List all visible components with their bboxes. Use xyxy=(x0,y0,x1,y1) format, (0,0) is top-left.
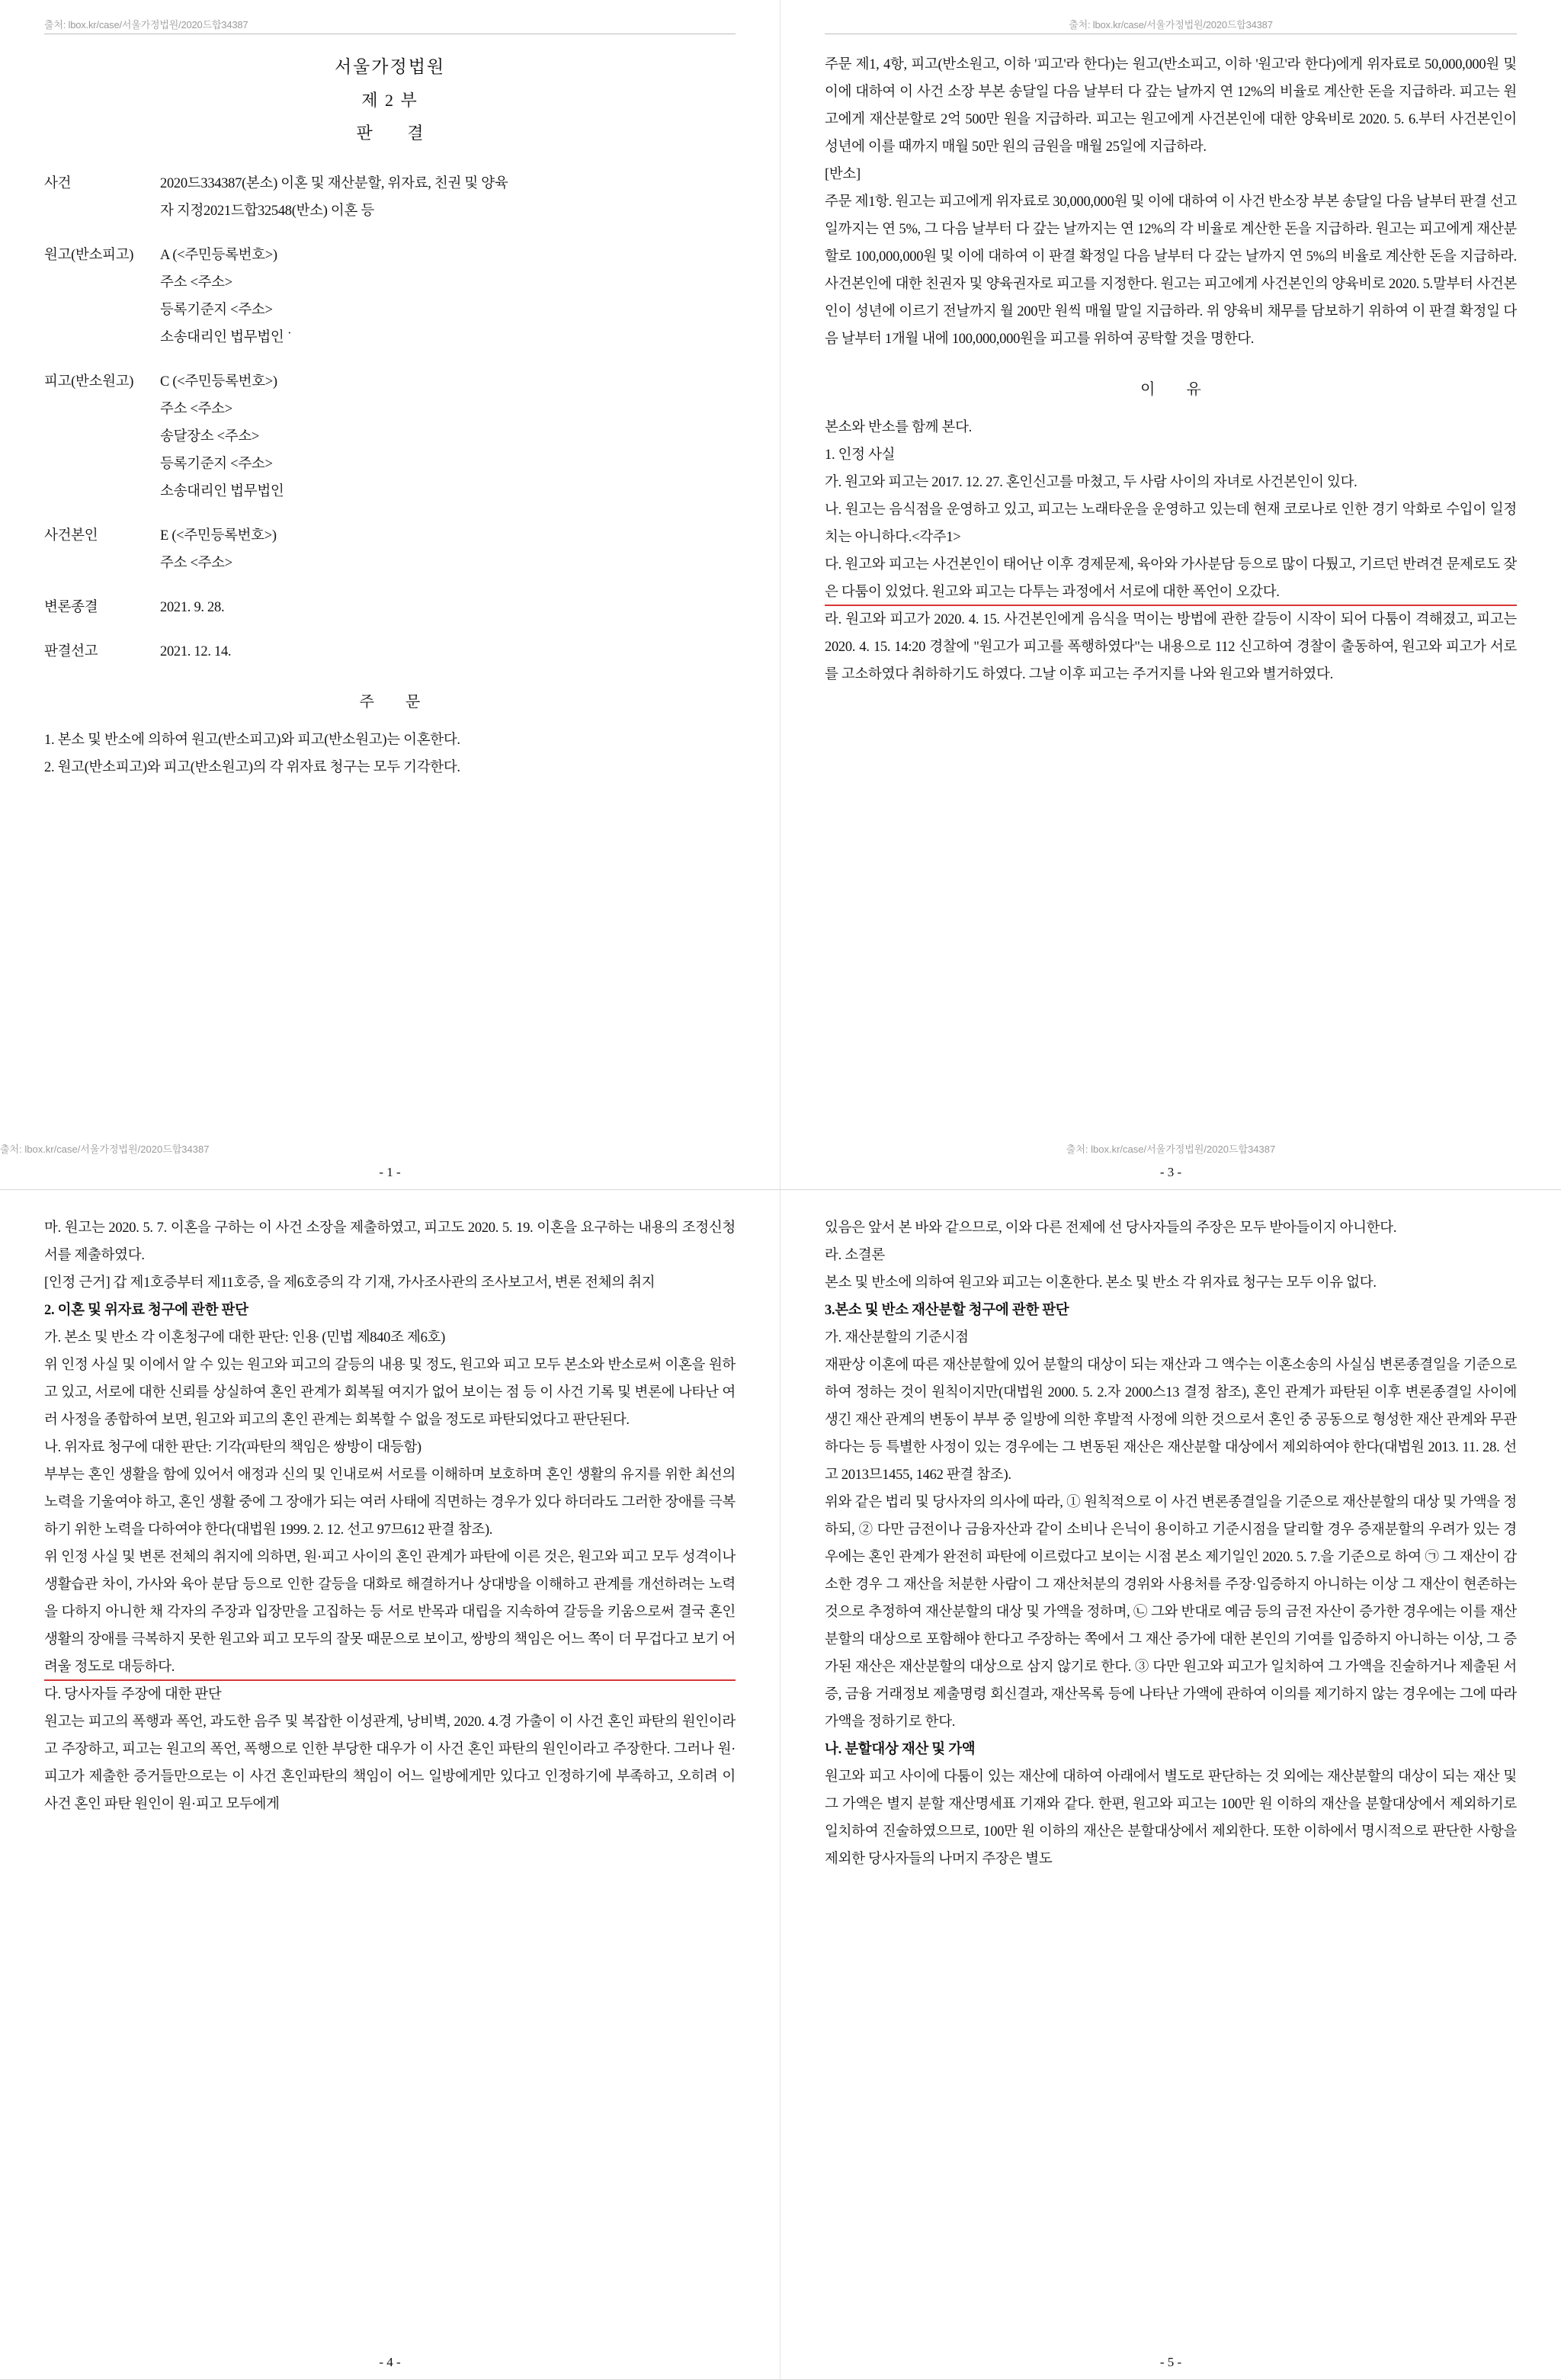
field-line: 등록기준지 <주소> xyxy=(160,303,273,318)
page-5 xyxy=(780,1190,1561,2379)
page-number: - 5 - xyxy=(1159,2355,1182,2369)
field-value xyxy=(160,170,736,225)
field-label: 판결선고 xyxy=(44,644,98,659)
field-line: 2020드334387(본소) 이혼 및 재산분할, 위자료, 친권 및 양육 xyxy=(160,176,508,191)
field-label: 변론종결 xyxy=(44,600,98,615)
source-watermark: 출처: lbox.kr/case/서울가정법원/2020드합34387 xyxy=(1069,19,1273,30)
field-defendant xyxy=(44,368,736,505)
order-item: 2. 원고(반소피고)와 피고(반소원고)의 각 위자료 청구는 모두 기각한다. xyxy=(44,760,460,775)
subsection-heading: 다. 당사자들 주장에 대한 판단 xyxy=(44,1687,222,1702)
spacer xyxy=(44,621,736,638)
field-label: 사건 xyxy=(44,176,72,191)
field-value xyxy=(160,368,736,505)
field-line: C (<주민등록번호>) xyxy=(160,374,277,390)
field-line: 소송대리인 법무법인 ˙ xyxy=(160,330,292,345)
subsection-heading: 나. 위자료 청구에 대한 판단: 기각(파탄의 책임은 쌍방이 대등함) xyxy=(44,1440,422,1455)
field-line: E (<주민등록번호>) xyxy=(160,528,277,544)
source-watermark-footer: 출처: lbox.kr/case/서울가정법원/2020드합34387 xyxy=(0,1143,210,1155)
fact-item: 라. 원고와 피고가 2020. 4. 15. 사건본인에게 음식을 먹이는 방법에 관한 갈등이 시작이 되어 다툼이 격해졌고, 피고는 2020. 4. 15. 14:20 경찰에 "원고가 피고를 폭행하였다"는 내용으로 112 신고하여 경찰이 출동하여, 원고와 피고가 서로를 고소하였다 취하하기도 하였다. 그날 이후 피고는 주거지를 나와 원고와 별거하였다. xyxy=(825,612,1517,682)
fact-item: 나. 원고는 음식점을 운영하고 있고, 피고는 노래타운을 운영하고 있는데 현재 코로나로 인한 경기 악화로 수입이 일정치는 아니하다.<각주1> xyxy=(825,502,1517,545)
field-value: 2021. 9. 28. xyxy=(160,600,225,615)
field-judgment-date xyxy=(44,638,736,666)
fact-item: 가. 원고와 피고는 2017. 12. 27. 혼인신고를 마쳤고, 두 사람 사이의 자녀로 사건본인이 있다. xyxy=(825,475,1357,490)
section-heading: 3.본소 및 반소 재산분할 청구에 관한 판단 xyxy=(825,1303,1069,1318)
field-line: 송달장소 <주소> xyxy=(160,429,260,444)
field-label: 피고(반소원고) xyxy=(44,374,134,390)
order-item: 1. 본소 및 반소에 의하여 원고(반소피고)와 피고(반소원고)는 이혼한다. xyxy=(44,733,460,748)
field-line: 주소 <주소> xyxy=(160,402,232,417)
counterclaim-paragraph: 주문 제1항. 원고는 피고에게 위자료로 30,000,000원 및 이에 대하여 이 사건 반소장 부본 송달일 다음 날부터 판결 선고일까지는 연 5%, 그 다음 날부터 다 갚는 날까지는 연 12%의 각 비율로 계산한 돈을 지급하라. 원고는 피고에게 재산분할로 100,000,000원 및 이에 대하여 이 판결 확정일 다음 날부터 다 갚는 날까지 연 5%의 비율로 계산한 돈을 지급하라. 사건본인에 대한 친권자 및 양육권자로 피고를 지정한다. 원고는 피고에게 사건본인의 양육비로 2020. 5.말부터 사건본인이 성년에 이르기 전날까지 월 200만 원씩 매월 말일 지급하라. 위 양육비 채무를 담보하기 위하여 이 판결 확정일 다음 날부터 1개월 내에 100,000,000원을 피고를 위하여 공탁할 것을 명한다. xyxy=(825,194,1517,347)
field-label: 원고(반소피고) xyxy=(44,248,134,263)
subsection-heading: 가. 본소 및 반소 각 이혼청구에 대한 판단: 인용 (민법 제840조 제6호) xyxy=(44,1330,445,1346)
field-plaintiff xyxy=(44,242,736,351)
field-value xyxy=(160,522,736,577)
field-closing-argument-date xyxy=(44,594,736,621)
subsection-heading: 나. 분할대상 재산 및 가액 xyxy=(825,1742,976,1757)
paragraph: 부부는 혼인 생활을 함에 있어서 애정과 신의 및 인내로써 서로를 이해하며 보호하며 혼인 생활의 유지를 위한 최선의 노력을 기울여야 하고, 혼인 생활 중에 그 장애가 되는 여러 사태에 직면하는 경우가 있다 하더라도 그러한 장애를 극복하기 위한 노력을 다하여야 한다(대법원 1999. 2. 12. 선고 97므612 판결 참조). xyxy=(44,1467,736,1538)
page-number: - 4 - xyxy=(379,2355,401,2369)
paragraph: 마. 원고는 2020. 5. 7. 이혼을 구하는 이 사건 소장을 제출하였고, 피고도 2020. 5. 19. 이혼을 요구하는 내용의 조정신청서를 제출하였다. xyxy=(44,1220,736,1263)
reason-lead: 본소와 반소를 함께 본다. xyxy=(825,420,973,435)
source-watermark: 출처: lbox.kr/case/서울가정법원/2020드합34387 xyxy=(44,19,248,30)
paragraph: 원고는 피고의 폭행과 폭언, 과도한 음주 및 복잡한 이성관계, 낭비벽, 2020. 4.경 가출이 이 사건 혼인 파탄의 원인이라고 주장하고, 피고는 원고의 폭언, 폭행으로 인한 부당한 대우가 이 사건 혼인 파탄의 원인이라고 주장한다. 그러나 원·피고가 제출한 증거들만으로는 이 사건 혼인파탄의 책임이 어느 일방에게만 있다고 인정하기에 부족하고, 오히려 이 사건 혼인 파탄 원인이 원·피고 모두에게 xyxy=(44,1714,736,1812)
paragraph: 있음은 앞서 본 바와 같으므로, 이와 다른 전제에 선 당사자들의 주장은 모두 받아들이지 아니한다. xyxy=(825,1220,1397,1236)
spacer xyxy=(44,577,736,594)
paragraph-highlighted: 위 인정 사실 및 변론 전체의 취지에 의하면, 원·피고 사이의 혼인 관계가 파탄에 이른 것은, 원고와 피고 모두 성격이나 생활습관 차이, 가사와 육아 분담 등으로 인한 갈등을 대화로 해결하거나 상대방을 이해하고 관계를 개선하려는 노력을 다하지 아니한 채 각자의 주장과 입장만을 고집하는 등 서로 반목과 대립을 지속하여 갈등을 키움으로써 결국 혼인 생활의 장애를 극복하지 못한 원고와 피고 모두의 잘못 때문으로 보이고, 쌍방의 책임은 어느 쪽이 더 무겁다고 보기 어려울 정도로 대등하다. xyxy=(44,1544,736,1681)
page-4 xyxy=(0,1190,780,2379)
source-watermark-footer: 출처: lbox.kr/case/서울가정법원/2020드합34387 xyxy=(1066,1143,1276,1155)
page-number: - 1 - xyxy=(379,1165,401,1179)
paragraph: 원고와 피고 사이에 다툼이 있는 재산에 대하여 아래에서 별도로 판단하는 것 외에는 재산분할의 대상이 되는 재산 및 그 가액은 별지 분할 재산명세표 기재와 같다. 한편, 원고와 피고는 100만 원 이하의 재산을 분할대상에서 제외하기로 일치하여 진술하였으므로, 100만 원 이하의 재산은 분할대상에서 제외한다. 또한 이하에서 명시적으로 판단한 사항을 제외한 당사자들의 나머지 주장은 별도 xyxy=(825,1769,1517,1867)
field-case xyxy=(44,170,736,225)
field-line: A (<주민등록번호>) xyxy=(160,248,277,263)
field-line: 자 지정2021드합32548(반소) 이혼 등 xyxy=(160,204,374,219)
field-line: 주소 <주소> xyxy=(160,556,232,571)
counterclaim-heading: [반소] xyxy=(825,167,861,182)
field-value xyxy=(160,242,736,351)
paragraph: 위와 같은 법리 및 당사자의 의사에 따라, ① 원칙적으로 이 사건 변론종결일을 기준으로 재산분할의 대상 및 가액을 정하되, ② 다만 금전이나 금융자산과 같이 소비나 은닉이 용이하고 기준시점을 달리할 경우 증재분할의 우려가 있는 경우에는 혼인 관계가 완전히 파탄에 이르렀다고 보이는 시점 본소 제기일인 2020. 5. 7.을 기준으로 하여 ㉠ 그 재산이 감소한 경우 그 재산을 처분한 사람이 그 재산처분의 경위와 사용처를 주장·입증하지 아니하는 이상 그 재산이 현존하는 것으로 추정하여 재산분할의 대상 및 가액을 정하며, ㉡ 그와 반대로 예금 등의 금전 자산이 증가한 경우에는 이를 재산분할의 대상으로 포함해야 한다고 주장하는 쪽에서 그 재산 증가에 대한 본인의 기여를 입증하지 아니하는 이상, 그 증가된 재산은 재산분할의 대상으로 삼지 않기로 한다. ③ 다만 원고와 피고가 일치하여 그 가액을 진술하거나 제출된 서증, 금융 거래정보 제출명령 회신결과, 재산목록 등에 나타난 가액에 관하여 이의를 제기하지 않는 경우에는 그에 따라 가액을 정하기로 한다. xyxy=(825,1495,1517,1730)
subsection-heading: 라. 소결론 xyxy=(825,1248,885,1263)
page-number: - 3 - xyxy=(1159,1165,1182,1179)
spacer xyxy=(44,351,736,368)
field-label: 사건본인 xyxy=(44,528,98,544)
order-heading: 주 문 xyxy=(359,694,434,710)
evidence-basis: [인정 근거] 갑 제1호증부터 제11호증, 을 제6호증의 각 기재, 가사조사관의 조사보고서, 변론 전체의 취지 xyxy=(44,1275,655,1291)
page-1 xyxy=(0,0,780,1189)
court-division: 제 2 부 xyxy=(361,91,418,110)
spacer xyxy=(44,225,736,242)
paragraph: 본소 및 반소에 의하여 원고와 피고는 이혼한다. 본소 및 반소 각 위자료 청구는 모두 이유 없다. xyxy=(825,1275,1377,1291)
paragraph: 재판상 이혼에 따른 재산분할에 있어 분할의 대상이 되는 재산과 그 액수는 이혼소송의 사실심 변론종결일을 기준으로 하여 정하는 것이 원칙이지만(대법원 2000. 5. 2.자 2000스13 결정 참조), 혼인 관계가 파탄된 이후 변론종결일 사이에 생긴 재산 관계의 변동이 부부 중 일방에 의한 후발적 사정에 의한 것으로서 혼인 중 공동으로 형성한 재산 관계와 무관하다는 등 특별한 사정이 있는 경우에는 그 변동된 재산은 재산분할 대상에서 제외하여야 한다(대법원 2013. 11. 28. 선고 2013므1455, 1462 판결 참조). xyxy=(825,1358,1517,1483)
page-3 xyxy=(780,0,1561,1189)
court-name: 서울가정법원 xyxy=(334,57,446,76)
spacer xyxy=(44,505,736,522)
facts-heading: 1. 인정 사실 xyxy=(825,447,896,463)
paragraph: 위 인정 사실 및 이에서 알 수 있는 원고와 피고의 갈등의 내용 및 정도, 원고와 피고 모두 본소와 반소로써 이혼을 원하고 있고, 서로에 대한 신뢰를 상실하여 혼인 관계가 회복될 여지가 없어 보이는 점 등 이 사건 기록 및 변론에 나타난 여러 사정을 종합하여 보면, 원고와 피고의 혼인 관계는 회복할 수 없을 정도로 파탄되었다고 판단된다. xyxy=(44,1358,736,1428)
document-kind: 판 결 xyxy=(356,123,439,143)
field-value: 2021. 12. 14. xyxy=(160,644,232,659)
scanned-sheet-2 xyxy=(0,1190,1561,2380)
field-case-subject xyxy=(44,522,736,577)
reason-heading: 이 유 xyxy=(1140,381,1215,398)
fact-item-highlighted: 다. 원고와 피고는 사건본인이 태어난 이후 경제문제, 육아와 가사분담 등으로 많이 다퉜고, 기르던 반려견 문제로도 잦은 다툼이 있었다. 원고와 피고는 다투는 과정에서 서로에 대한 폭언이 오갔다. xyxy=(825,551,1517,606)
order-main-paragraph: 주문 제1, 4항, 피고(반소원고, 이하 '피고'라 한다)는 원고(반소피고, 이하 '원고'라 한다)에게 위자료로 50,000,000원 및 이에 대하여 이 사건 소장 부본 송달일 다음 날부터 다 갚는 날까지 연 12%의 비율로 계산한 돈을 지급하라. 피고는 원고에게 재산분할로 2억 500만 원을 지급하라. 피고는 원고에게 사건본인에 대한 양육비로 2020. 5. 6.부터 사건본인이 성년에 이를 때까지 매월 50만 원의 금원을 매월 25일에 지급하라. xyxy=(825,57,1517,155)
field-line: 소송대리인 법무법인 xyxy=(160,484,284,499)
field-line: 등록기준지 <주소> xyxy=(160,457,273,472)
section-heading: 2. 이혼 및 위자료 청구에 관한 판단 xyxy=(44,1303,248,1318)
field-line: 주소 <주소> xyxy=(160,275,232,290)
subsection-heading: 가. 재산분할의 기준시점 xyxy=(825,1330,969,1346)
